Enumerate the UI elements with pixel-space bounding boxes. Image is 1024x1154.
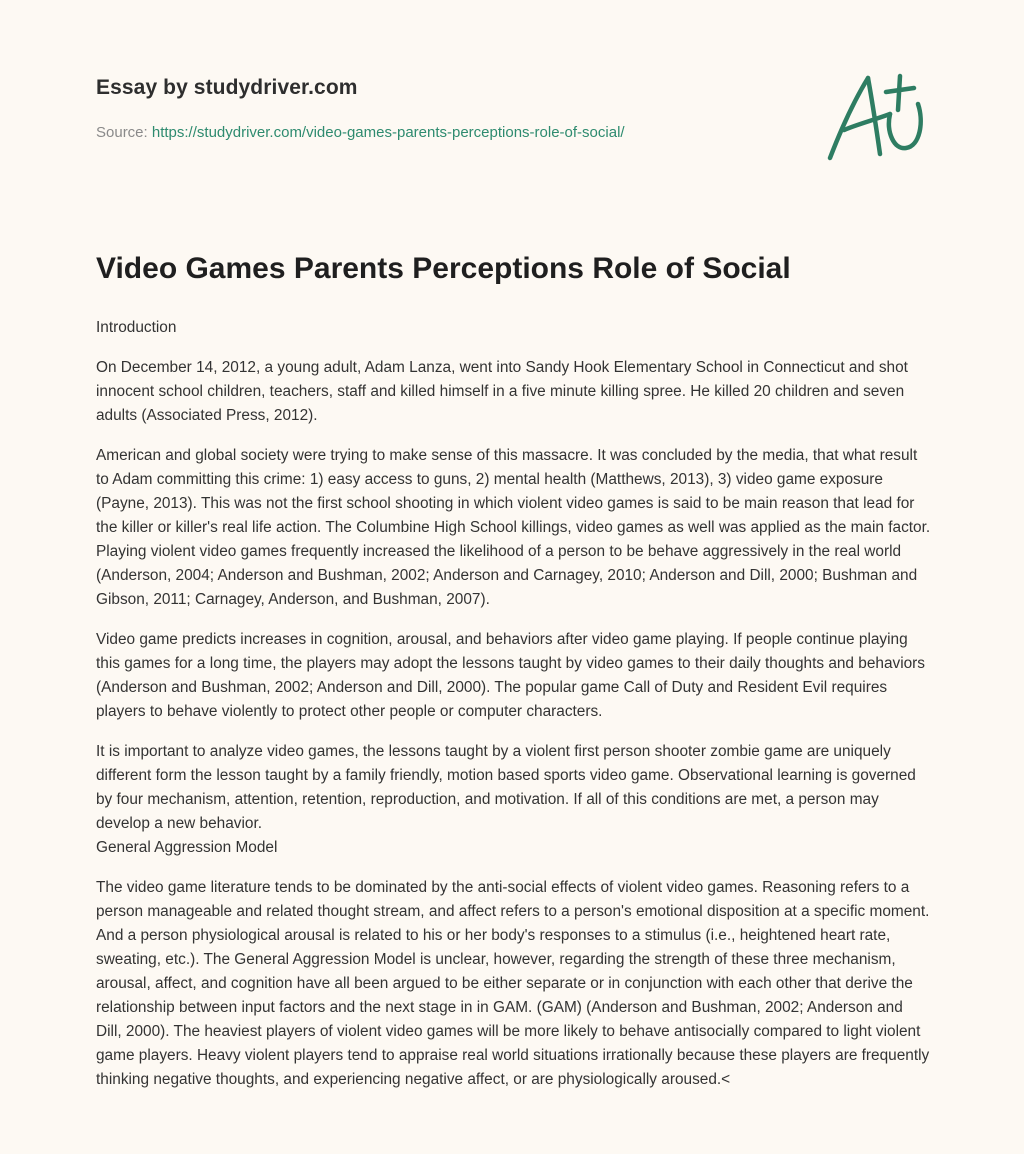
site-title: Essay by studydriver.com xyxy=(96,76,358,99)
a-plus-logo-plus-vertical xyxy=(898,76,900,110)
a-plus-logo-icon xyxy=(824,70,928,164)
a-plus-logo-stroke-left xyxy=(830,78,868,158)
a-plus-logo-loop xyxy=(889,104,921,148)
paragraph: Video game predicts increases in cognition, arousal, and behaviors after video game playing. If people continue playing this games for a long time, the players may adopt the lessons taught by video games to their daily thoughts and behaviors (Anderson and Bushman, 2002; Anderson and Dill, 2000). The popular game Call of Duty and Resident Evil requires players to behave violently to protect other people or computer characters. xyxy=(96,631,926,720)
a-plus-logo-plus-horizontal xyxy=(886,88,914,92)
essay-body xyxy=(96,316,932,1108)
essay-page xyxy=(96,0,932,1154)
paragraph: It is important to analyze video games, the lessons taught by a violent first person shooter zombie game are uniquely different form the lesson taught by a family friendly, motion based sports video game. Observational learning is governed by four mechanism, attention, retention, reproduction, and motivation. If all of this conditions are met, a person may develop a new behavior. xyxy=(96,743,916,832)
source-label: Source: xyxy=(96,124,152,141)
essay-title: Video Games Parents Perceptions Role of Social xyxy=(96,252,791,285)
section-heading-general-aggression-model: General Aggression Model xyxy=(96,839,278,856)
a-plus-logo-crossbar xyxy=(844,114,890,130)
paragraph: On December 14, 2012, a young adult, Adam Lanza, went into Sandy Hook Elementary School in Connecticut and shot innocent school children, teachers, staff and killed himself in a five minute killing spree. He killed 20 children and seven adults (Associated Press, 2012). xyxy=(96,359,908,424)
paragraph: American and global society were trying to make sense of this massacre. It was concluded by the media, that what result to Adam committing this crime: 1) easy access to guns, 2) mental health (Matthews, 2013), 3) video game exposure (Payne, 2013). This was not the first school shooting in which violent video games is said to be main reason that lead for the killer or killer's real life action. The Columbine High School killings, video games as well was applied as the main factor. Playing violent video games frequently increased the likelihood of a person to be behave aggressively in the real world (Anderson, 2004; Anderson and Bushman, 2002; Anderson and Carnagey, 2010; Anderson and Dill, 2000; Bushman and Gibson, 2011; Carnagey, Anderson, and Bushman, 2007). xyxy=(96,447,931,608)
paragraph: The video game literature tends to be dominated by the anti-social effects of violent video games. Reasoning refers to a person manageable and related thought stream, and affect refers to a person's emotional disposition at a specific moment. And a person physiological arousal is related to his or her body's responses to a stimulus (i.e., heightened heart rate, sweating, etc.). The General Aggression Model is unclear, however, regarding the strength of these three mechanism, arousal, affect, and cognition have all been argued to be either separate or in conjunction with each other that derive the relationship between input factors and the next stage in in GAM. (GAM) (Anderson and Bushman, 2002; Anderson and Dill, 2000). The heaviest players of violent video games will be more likely to behave antisocially compared to light violent game players. Heavy violent players tend to appraise real world situations irrationally because these players are frequently thinking negative thoughts, and experiencing negative affect, or are physiologically aroused.< xyxy=(96,879,930,1088)
section-heading-introduction: Introduction xyxy=(96,319,177,336)
source-link[interactable]: https://studydriver.com/video-games-parents-perceptions-role-of-social/ xyxy=(151,124,625,141)
source-line xyxy=(96,124,625,141)
